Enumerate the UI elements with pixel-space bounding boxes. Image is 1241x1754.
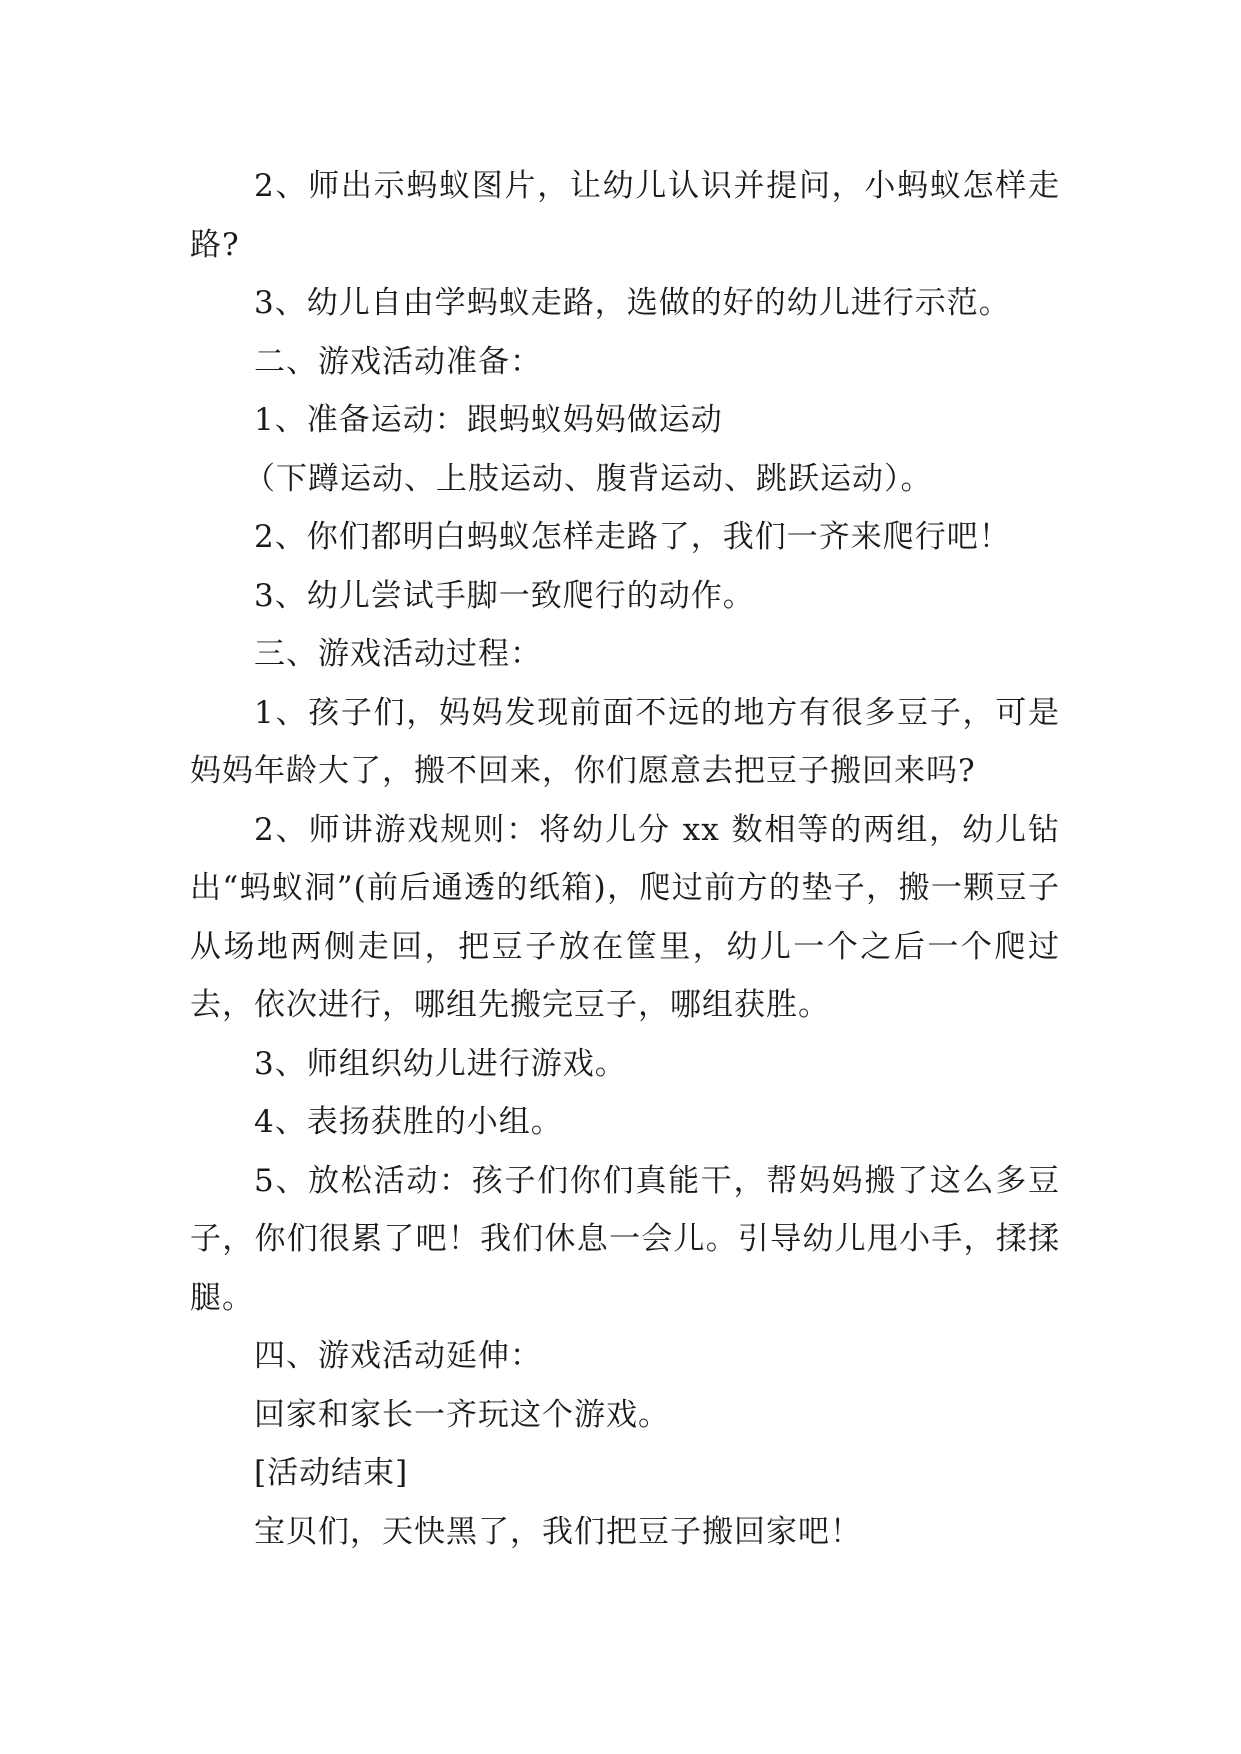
- paragraph-step-2-show-ant-picture: 2、师出示蚂蚁图片，让幼儿认识并提问，小蚂蚁怎样走路?: [190, 168, 1060, 263]
- section-heading-process: 三、游戏活动过程：: [254, 636, 542, 672]
- section-heading-preparation: 二、游戏活动准备：: [254, 343, 542, 380]
- paragraph-play-at-home: 回家和家长一齐玩这个游戏。: [254, 1396, 670, 1433]
- paragraph-praise-winners: 4、表扬获胜的小组。: [254, 1104, 563, 1140]
- paragraph-step-3-free-learning: 3、幼儿自由学蚂蚁走路，选做的好的幼儿进行示范。: [254, 285, 1011, 321]
- document-body: [190, 157, 1060, 1561]
- paragraph-try-crawling: 3、幼儿尝试手脚一致爬行的动作。: [254, 577, 755, 614]
- paragraph-crawl-together: 2、你们都明白蚂蚁怎样走路了，我们一齐来爬行吧！: [254, 519, 1011, 555]
- paragraph-game-rules: 2、师讲游戏规则：将幼儿分 xx 数相等的两组，幼儿钻出“蚂蚁洞”(前后通透的纸箱)，爬过前方的垫子，搬一颗豆子从场地两侧走回，把豆子放在筐里，幼儿一个之后一个爬过去，依次进行，哪组先搬完豆子，哪组获胜。: [190, 811, 1060, 1023]
- paragraph-organize-game: 3、师组织幼儿进行游戏。: [254, 1045, 627, 1082]
- paragraph-relax-activity: 5、放松活动：孩子们你们真能干，帮妈妈搬了这么多豆子，你们很累了吧！我们休息一会儿。引导幼儿甩小手，揉揉腿。: [190, 1162, 1060, 1316]
- paragraph-closing-line: 宝贝们，天快黑了，我们把豆子搬回家吧！: [254, 1513, 862, 1550]
- section-heading-extension: 四、游戏活动延伸：: [254, 1338, 542, 1374]
- paragraph-prep-exercise: 1、准备运动：跟蚂蚁妈妈做运动: [254, 402, 723, 438]
- paragraph-exercise-list: （下蹲运动、上肢运动、腹背运动、跳跃运动）。: [244, 460, 933, 497]
- paragraph-activity-end-marker: [活动结束]: [254, 1455, 409, 1491]
- paragraph-carry-beans-question: 1、孩子们，妈妈发现前面不远的地方有很多豆子，可是妈妈年龄大了，搬不回来，你们愿意去把豆子搬回来吗?: [190, 694, 1060, 789]
